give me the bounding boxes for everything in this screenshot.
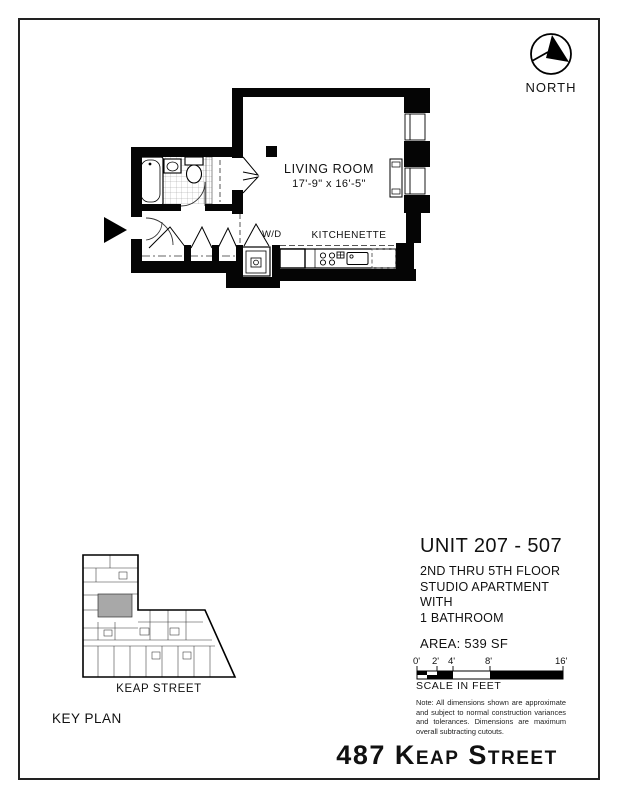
note-line: and subject to normal construction variances [416,707,566,717]
floor-range: 2ND THRU 5TH FLOOR [420,564,561,578]
column [266,146,277,157]
unit-area: AREA: 539 SF [420,636,509,651]
toilet-icon [185,157,203,183]
note-line: overall subtracting cutouts. [416,726,504,736]
kitchen-sink-icon [347,253,368,265]
entry-arrow-icon [104,217,127,243]
radiator-icon [390,159,402,197]
disclaimer-note [416,698,566,736]
kitchenette-counter [280,246,396,269]
washer-dryer-icon [242,247,270,276]
note-line: Note: All dimensions shown are approximate [416,698,566,707]
double-door-icon [243,157,258,193]
key-plan-drawing [83,555,235,677]
keap-street-label: KEAP STREET [116,683,202,695]
refrigerator-icon [280,249,305,268]
note-line: and tolerances. Dimensions are maximum [416,717,566,727]
living-room-dimensions: 17'-9" x 16'-5" [292,178,366,190]
scale-caption: SCALE IN FEET [416,680,502,692]
sink-icon [164,159,181,173]
north-label: NORTH [525,80,577,95]
unit-info-block [420,535,585,651]
bathroom-wall-tile [206,157,212,204]
scale-bar-graphic [417,666,563,679]
kitchenette-label: KITCHENETTE [311,230,387,241]
scale-tick-8: 8' [485,656,493,667]
scale-tick-4: 4' [448,656,456,667]
unit-number: UNIT 207 - 507 [420,535,562,557]
building-title: 487 Keap Street [336,740,558,770]
scale-tick-2: 2' [432,656,440,667]
apartment-type-line1: STUDIO APARTMENT WITH [420,579,549,609]
scale-tick-16: 16' [555,656,568,667]
living-room-label: LIVING ROOM [284,162,374,176]
north-arrow-icon [531,34,571,74]
washer-dryer-label: W/D [262,229,282,240]
scale-tick-0: 0' [413,656,421,667]
key-plan-unit-highlight [98,594,132,617]
apartment-type-line2: 1 BATHROOM [420,610,504,625]
key-plan-caption: KEY PLAN [52,711,122,726]
